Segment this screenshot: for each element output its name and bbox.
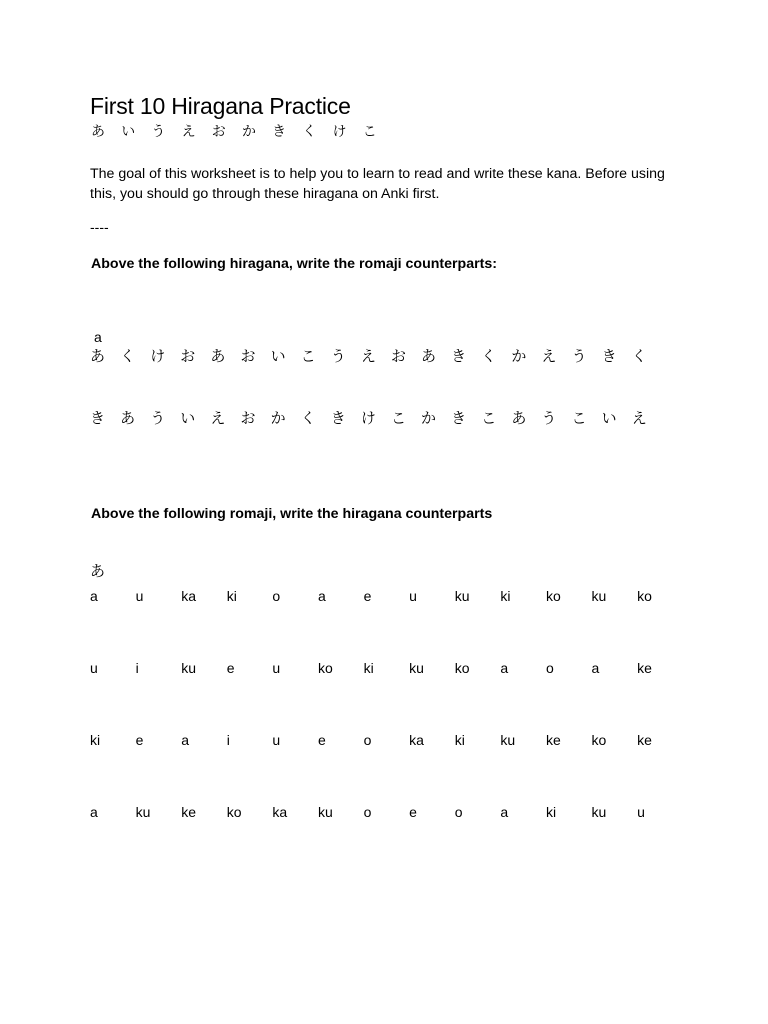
hiragana-item: こ (481, 409, 497, 427)
hiragana-item: こ (571, 409, 587, 427)
romaji-item: a (90, 588, 98, 604)
romaji-item: ko (545, 588, 561, 604)
hiragana-item: き (451, 409, 467, 427)
romaji-item: o (363, 732, 372, 748)
romaji-item: a (90, 804, 98, 820)
hiragana-item: い (270, 347, 286, 365)
romaji-item: ka (409, 732, 424, 748)
romaji-item: u (637, 804, 645, 820)
romaji-item: ke (637, 732, 652, 748)
romaji-item: ko (317, 660, 333, 676)
hiragana-item: こ (390, 409, 406, 427)
hiragana-item: え (631, 409, 647, 427)
kana-set-item: い (121, 124, 136, 140)
romaji-row-4 (90, 804, 683, 820)
romaji-item: ka (272, 804, 288, 820)
hiragana-item: え (541, 347, 557, 365)
hiragana-item: う (330, 347, 346, 365)
romaji-item: ku (500, 732, 516, 748)
romaji-row-2 (90, 660, 683, 676)
romaji-item: e (135, 732, 144, 748)
hiragana-item: う (541, 409, 557, 427)
romaji-item: ku (317, 804, 333, 820)
romaji-item: ko (226, 804, 242, 820)
romaji-row-3 (90, 732, 683, 748)
hiragana-item: う (150, 409, 166, 427)
hiragana-item: あ (511, 409, 527, 427)
hiragana-item: え (210, 409, 226, 427)
page-title: First 10 Hiragana Practice (90, 93, 351, 119)
romaji-item: ke (545, 732, 561, 748)
hiragana-item: か (270, 409, 286, 427)
hiragana-row-2 (90, 407, 662, 428)
kana-set-item: え (181, 124, 196, 140)
separator: ---- (90, 219, 109, 235)
kana-set-item: く (302, 124, 317, 140)
kana-set-item: き (272, 124, 287, 140)
hiragana-item: く (631, 347, 647, 365)
hiragana-item: い (601, 409, 617, 427)
section1-example-answer: a (94, 329, 102, 345)
romaji-row-1 (90, 588, 683, 604)
romaji-item: a (181, 732, 189, 748)
romaji-item: e (409, 804, 417, 820)
section2-heading: Above the following romaji, write the hiragana counterparts (91, 506, 493, 522)
romaji-item: u (90, 660, 98, 676)
hiragana-item: あ (120, 409, 136, 427)
romaji-item: e (317, 732, 326, 748)
hiragana-item: え (360, 347, 376, 365)
romaji-item: ku (454, 588, 470, 604)
romaji-item: u (272, 732, 281, 748)
romaji-item: i (226, 732, 230, 748)
hiragana-item: い (180, 409, 196, 427)
hiragana-item: お (180, 347, 196, 365)
kana-set-item: お (211, 124, 226, 140)
hiragana-row-1 (90, 345, 662, 366)
romaji-item: ku (409, 660, 424, 676)
section2-example-answer: あ (90, 562, 106, 580)
romaji-item: ki (500, 588, 511, 604)
romaji-item: e (363, 588, 372, 604)
romaji-item: e (226, 660, 235, 676)
hiragana-item: こ (300, 347, 316, 365)
hiragana-item: あ (210, 347, 226, 365)
hiragana-item: お (240, 347, 256, 365)
intro-paragraph: The goal of this worksheet is to help you to learn to read and write these kana. Before using this, you should go through these hiragana on Anki first. (90, 166, 665, 202)
hiragana-item: く (481, 347, 497, 365)
romaji-item: o (454, 804, 463, 820)
romaji-item: ki (454, 732, 465, 748)
hiragana-item: か (421, 409, 437, 427)
romaji-item: ke (181, 804, 196, 820)
romaji-item: a (317, 588, 326, 604)
romaji-item: ki (363, 660, 374, 676)
kana-set-item: あ (91, 124, 105, 140)
romaji-item: o (363, 804, 372, 820)
romaji-item: a (500, 660, 509, 676)
romaji-item: u (272, 660, 281, 676)
hiragana-item: か (511, 347, 527, 365)
romaji-item: u (409, 588, 417, 604)
romaji-item: ki (226, 588, 237, 604)
hiragana-item: き (330, 409, 346, 427)
hiragana-item: う (571, 347, 587, 365)
hiragana-item: き (90, 409, 106, 427)
romaji-item: ku (591, 804, 607, 820)
hiragana-item: け (150, 347, 166, 365)
hiragana-item: お (240, 409, 256, 427)
hiragana-item: お (390, 347, 406, 365)
romaji-item: ki (90, 732, 101, 748)
kana-set-row (91, 121, 393, 141)
romaji-item: a (500, 804, 509, 820)
romaji-item: a (591, 660, 600, 676)
romaji-item: u (135, 588, 144, 604)
romaji-item: o (272, 588, 281, 604)
romaji-item: ku (591, 588, 607, 604)
romaji-item: ku (135, 804, 151, 820)
hiragana-item: け (360, 409, 376, 427)
hiragana-item: き (601, 347, 617, 365)
section1-heading: Above the following hiragana, write the romaji counterparts: (91, 256, 497, 272)
romaji-item: ke (637, 660, 652, 676)
romaji-item: i (135, 660, 139, 676)
hiragana-item: き (451, 347, 467, 365)
romaji-item: ko (454, 660, 470, 676)
romaji-item: ko (637, 588, 652, 604)
hiragana-item: あ (90, 347, 106, 365)
kana-set-item: か (241, 124, 256, 140)
hiragana-item: く (300, 409, 316, 427)
romaji-item: ka (181, 588, 196, 604)
romaji-item: o (545, 660, 554, 676)
hiragana-item: あ (421, 347, 437, 365)
kana-set-item: う (151, 124, 166, 140)
romaji-item: ko (591, 732, 607, 748)
hiragana-item: く (120, 347, 136, 365)
kana-set-item: こ (362, 124, 377, 140)
romaji-item: ku (181, 660, 196, 676)
romaji-item: ki (545, 804, 557, 820)
kana-set-item: け (332, 124, 347, 140)
